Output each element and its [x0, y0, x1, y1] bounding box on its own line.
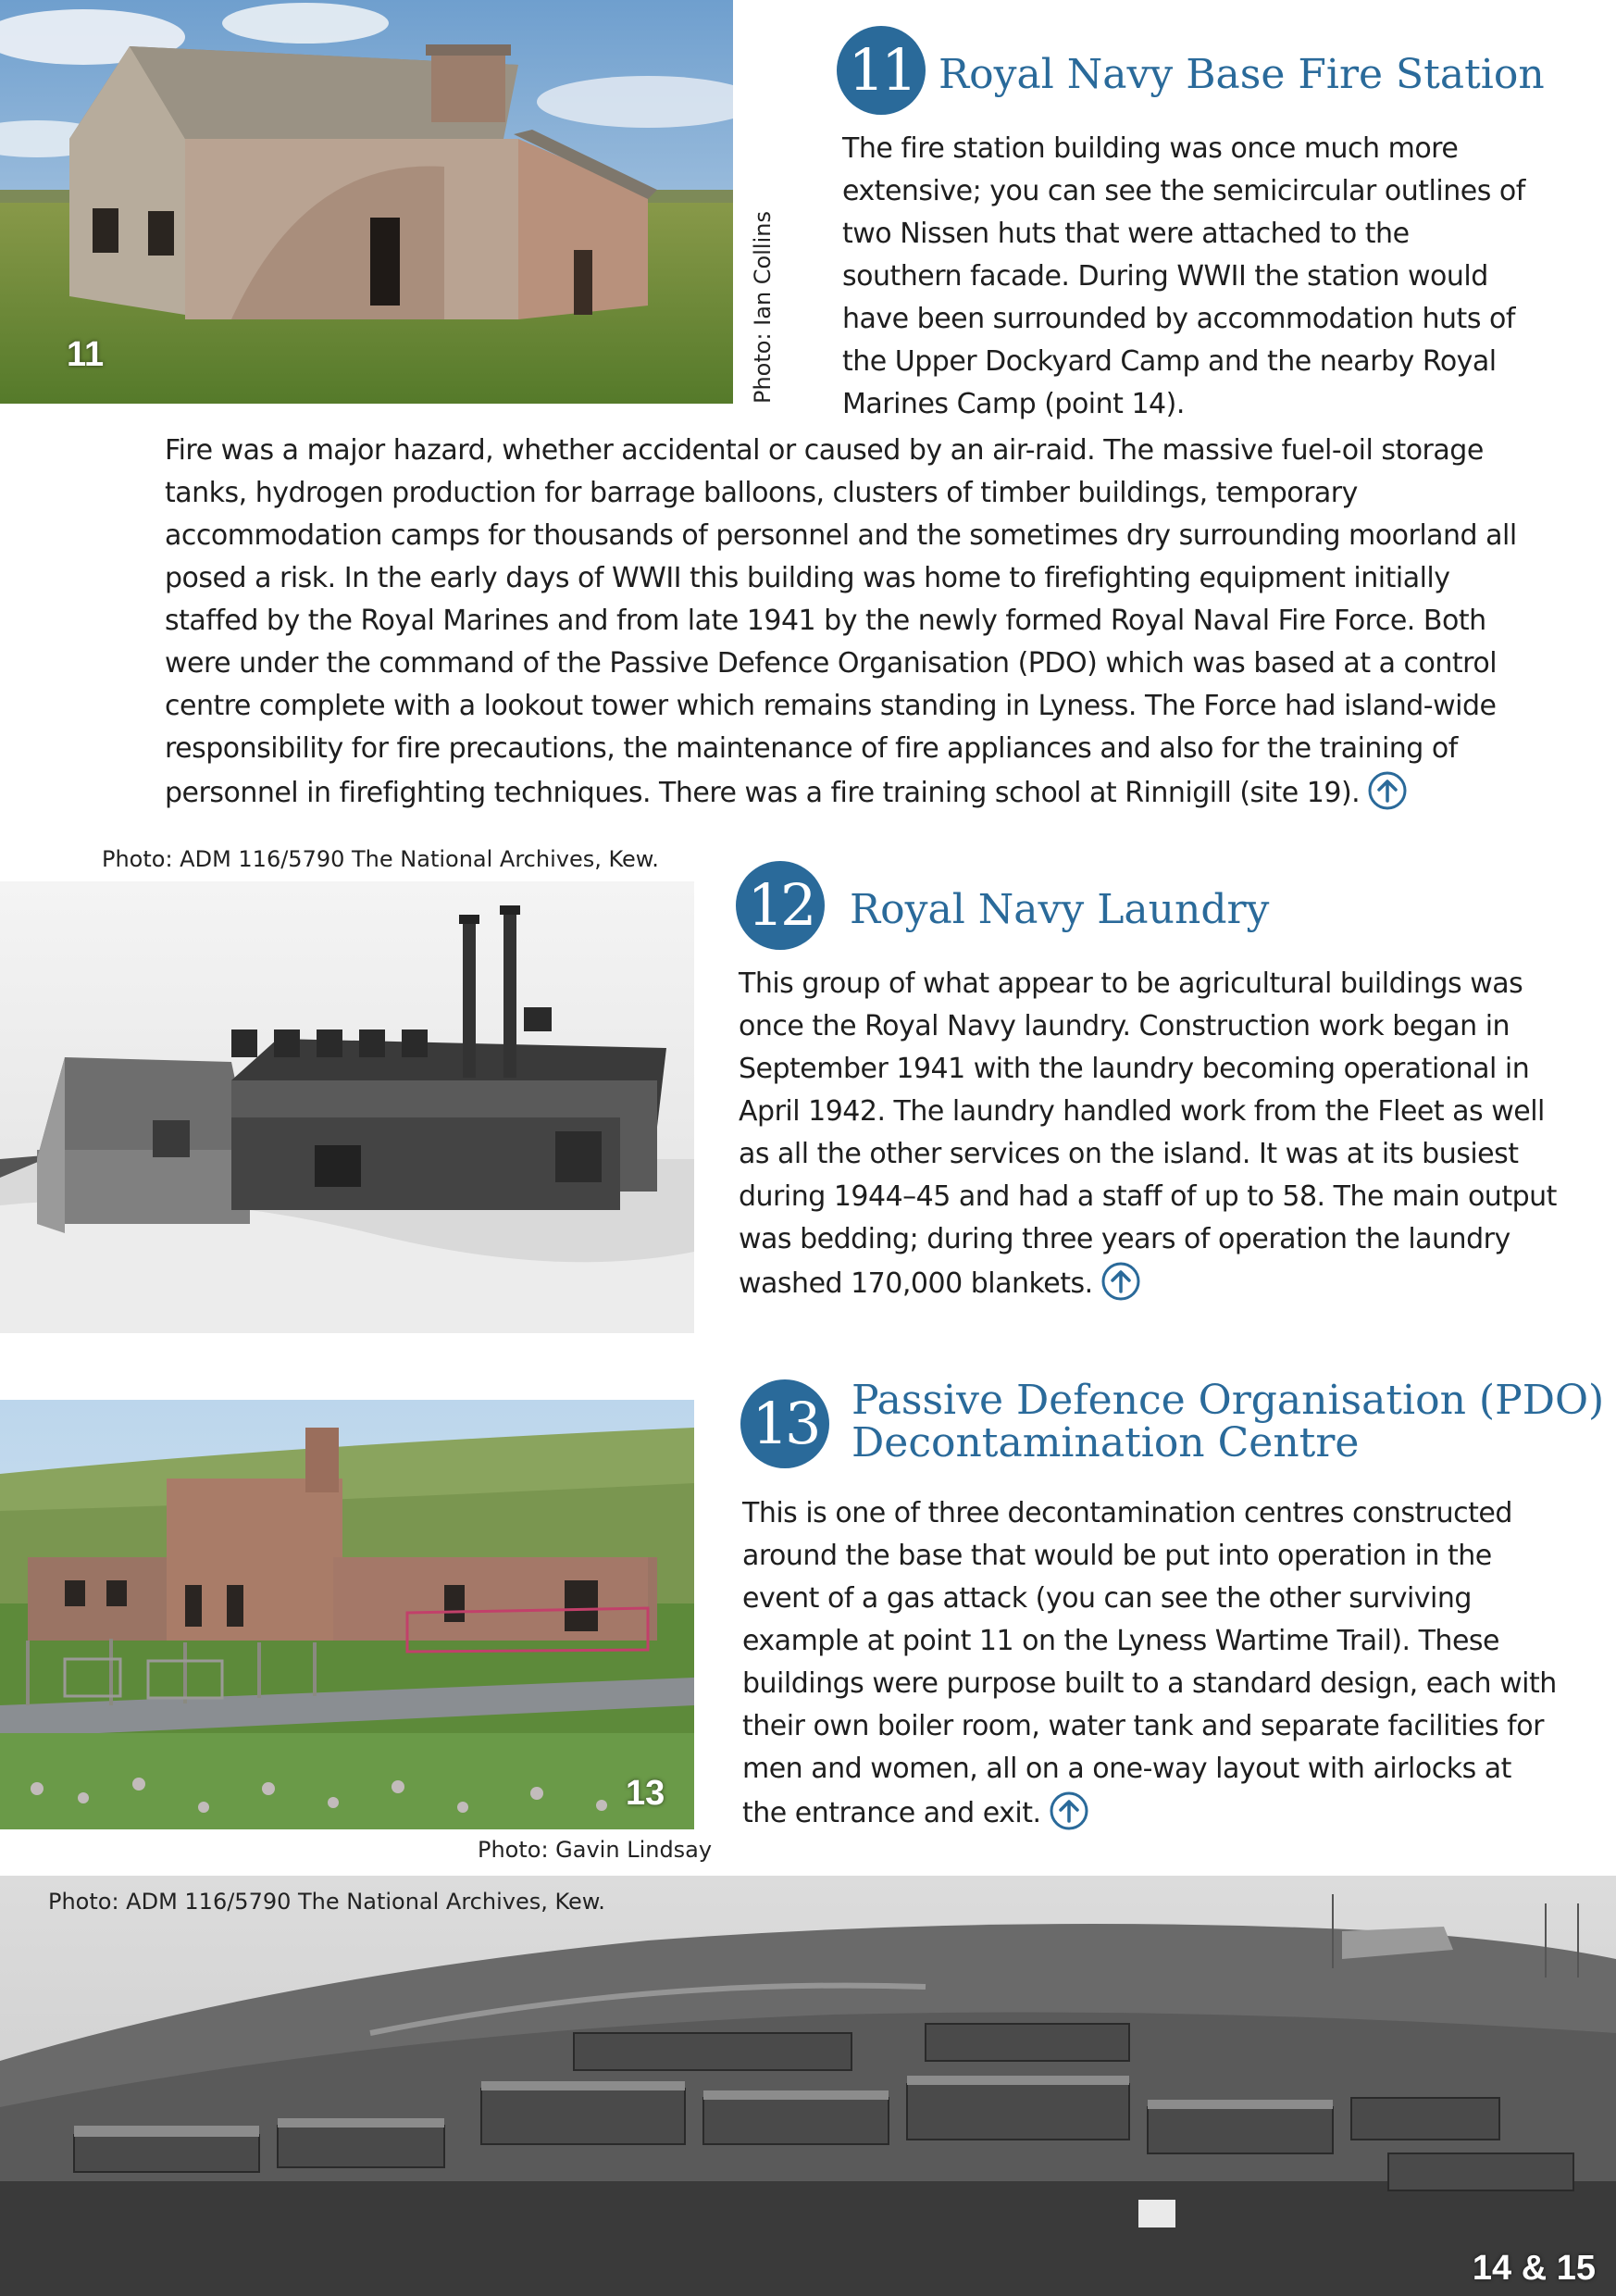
- site-12-body-text: This group of what appear to be agricultural buildings was once the Royal Navy laundry. Construction work began in September 1941 with the laundry becoming operational in April 1942. The laundry handled work from the Fleet as well as all the other services on the island. It was at its busiest during 1944–45 and had a staff of up to 58. The main output was bedding; during three years of operation the laundry washed 170,000 blankets.: [739, 967, 1557, 1300]
- site-11-photo: [0, 0, 733, 404]
- bottom-camp-photo: [0, 1876, 1616, 2296]
- site-11-title: Royal Navy Base Fire Station: [939, 51, 1545, 98]
- site-13-number-badge: 13: [740, 1379, 829, 1468]
- site-11-body-text: Fire was a major hazard, whether accidental or caused by an air-raid. The massive fuel-oil storage tanks, hydrogen production for barrage balloons, clusters of timber buildings, temporary accommodation camps for thousands of personnel and the sometimes dry surrounding moorland all posed a risk. In the early days of WWII this building was home to firefighting equipment initially staffed by the Royal Marines and from late 1941 by the newly formed Royal Naval Fire Force. Both were under the command of the Passive Defence Organisation (PDO) which was based at a control centre complete with a lookout tower which remains standing in Lyness. The Force had island-wide responsibility for fire precautions, the maintenance of fire appliances and also for the training of personnel in firefighting techniques. There was a fire training school at Rinnigill (site 19).: [165, 434, 1517, 809]
- site-11-number-badge: 11: [837, 26, 926, 115]
- back-to-top-icon[interactable]: [1049, 1791, 1089, 1831]
- site-12-number-badge: 12: [736, 861, 825, 950]
- site-13-photo-number: 13: [626, 1774, 665, 1813]
- back-to-top-icon[interactable]: [1100, 1261, 1141, 1302]
- site-13-photo: [0, 1400, 694, 1829]
- bottom-photo-credit: Photo: ADM 116/5790 The National Archives, Kew.: [48, 1889, 605, 1915]
- site-13-body-text: This is one of three decontamination centres constructed around the base that would be put into operation in the event of a gas attack (you can see the other surviving example at point 11 on the Lyness Wartime Trail). These buildings were purpose built to a standard design, each with their own boiler room, water tank and separate facilities for men and women, all on a one-way layout with airlocks at the entrance and exit.: [742, 1497, 1557, 1829]
- back-to-top-icon[interactable]: [1367, 770, 1408, 811]
- site-12-title: Royal Navy Laundry: [850, 886, 1270, 933]
- site-12-photo: [0, 881, 694, 1333]
- site-11-photo-number: 11: [67, 335, 105, 374]
- site-12-body: [739, 963, 1572, 1305]
- page-number: 14 & 15: [1472, 2249, 1596, 2288]
- site-11-body: [165, 430, 1544, 815]
- site-11-intro: [842, 128, 1527, 426]
- site-12-photo-credit: Photo: ADM 116/5790 The National Archives, Kew.: [102, 846, 659, 872]
- site-13-title-line1: Passive Defence Organisation (PDO): [852, 1377, 1605, 1424]
- site-13-title-line2: Decontamination Centre: [852, 1419, 1360, 1466]
- site-13-body: [742, 1492, 1557, 1835]
- site-13-photo-credit: Photo: Gavin Lindsay: [478, 1837, 713, 1863]
- site-11-intro-text: The fire station building was once much more extensive; you can see the semicircular outlines of two Nissen huts that were attached to the southern facade. During WWII the station would have been surrounded by accommodation huts of the Upper Dockyard Camp and the nearby Royal Marines Camp (point 14).: [842, 132, 1525, 420]
- site-11-photo-credit: Photo: Ian Collins: [750, 211, 776, 404]
